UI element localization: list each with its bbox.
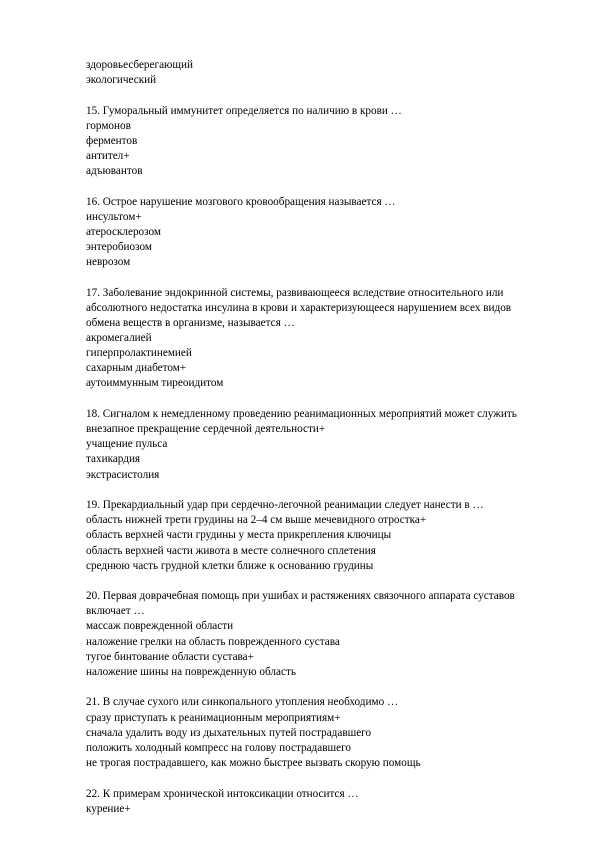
question-text-continued: обмена веществ в организме, называется … — [86, 317, 295, 330]
answer-option: атеросклерозом — [86, 226, 161, 239]
answer-option: положить холодный компресс на голову пострадавшего — [86, 741, 351, 754]
question-text: 15. Гуморальный иммунитет определяется по наличию в крови … — [86, 104, 402, 117]
answer-option: антител+ — [86, 150, 130, 163]
answer-option: среднюю часть грудной клетки ближе к основанию грудины — [86, 559, 374, 572]
question-text: 17. Заболевание эндокринной системы, развивающееся вследствие относительного или — [86, 286, 504, 299]
answer-option: экологический — [86, 74, 157, 87]
answer-option: сахарным диабетом+ — [86, 362, 187, 375]
answer-option: сразу приступать к реанимационным мероприятиям+ — [86, 711, 341, 724]
question-text: 19. Прекардиальный удар при сердечно-легочной реанимации следует нанести в … — [86, 499, 484, 512]
answer-option: наложение грелки на область поврежденного сустава — [86, 635, 340, 648]
answer-option: акромегалией — [86, 332, 152, 345]
spacer — [86, 574, 566, 590]
question-21 — [86, 695, 566, 770]
spacer — [86, 88, 566, 104]
answer-option: аутоиммунным тиреоидитом — [86, 377, 224, 390]
question-text: 21. В случае сухого или синкопального утопления необходимо … — [86, 696, 399, 709]
question-19 — [86, 498, 566, 573]
answer-option: ферментов — [86, 134, 138, 147]
answer-option: наложение шины на поврежденную область — [86, 665, 296, 678]
answer-option: учащение пульса — [86, 438, 168, 451]
spacer — [86, 483, 566, 499]
answer-option: не трогая пострадавшего, как можно быстрее вызвать скорую помощь — [86, 756, 421, 769]
intro-options — [86, 58, 566, 88]
question-text: 22. К примерам хронической интоксикации относится … — [86, 787, 359, 800]
question-20 — [86, 589, 566, 680]
question-18 — [86, 407, 566, 482]
answer-option: гормонов — [86, 119, 131, 132]
question-15 — [86, 104, 566, 179]
answer-option: сначала удалить воду из дыхательных путей пострадавшего — [86, 726, 372, 739]
answer-option: здоровьесберегающий — [86, 59, 193, 71]
answer-option: внезапное прекращение сердечной деятельности+ — [86, 423, 326, 436]
question-text: 16. Острое нарушение мозгового кровообращения называется … — [86, 195, 396, 208]
question-17 — [86, 286, 566, 392]
question-text: 20. Первая доврачебная помощь при ушибах и растяжениях связочного аппарата суставов — [86, 590, 515, 603]
answer-option: гиперпролактинемией — [86, 347, 192, 360]
spacer — [86, 680, 566, 696]
document-page — [86, 58, 566, 817]
answer-option: курение+ — [86, 802, 131, 815]
question-22 — [86, 787, 566, 817]
answer-option: экстрасистолия — [86, 468, 160, 481]
question-text: 18. Сигналом к немедленному проведению реанимационных мероприятий может служить — [86, 408, 517, 421]
answer-option: энтеробиозом — [86, 241, 152, 254]
question-text-continued: включает … — [86, 605, 145, 618]
answer-option: адъювантов — [86, 165, 143, 178]
answer-option: область верхней части живота в месте солнечного сплетения — [86, 544, 376, 557]
answer-option: инсультом+ — [86, 210, 142, 223]
answer-option: область верхней части грудины у места прикрепления ключицы — [86, 529, 392, 542]
question-text-continued: абсолютного недостатка инсулина в крови и характеризующееся нарушением всех видов — [86, 302, 512, 314]
spacer — [86, 392, 566, 408]
answer-option: область нижней трети грудины на 2–4 см выше мечевидного отростка+ — [86, 514, 427, 527]
question-16 — [86, 195, 566, 270]
answer-option: неврозом — [86, 256, 131, 269]
spacer — [86, 270, 566, 286]
spacer — [86, 771, 566, 787]
answer-option: тахикардия — [86, 453, 141, 466]
answer-option: массаж поврежденной области — [86, 620, 234, 633]
answer-option: тугое бинтование области сустава+ — [86, 650, 254, 663]
spacer — [86, 179, 566, 195]
